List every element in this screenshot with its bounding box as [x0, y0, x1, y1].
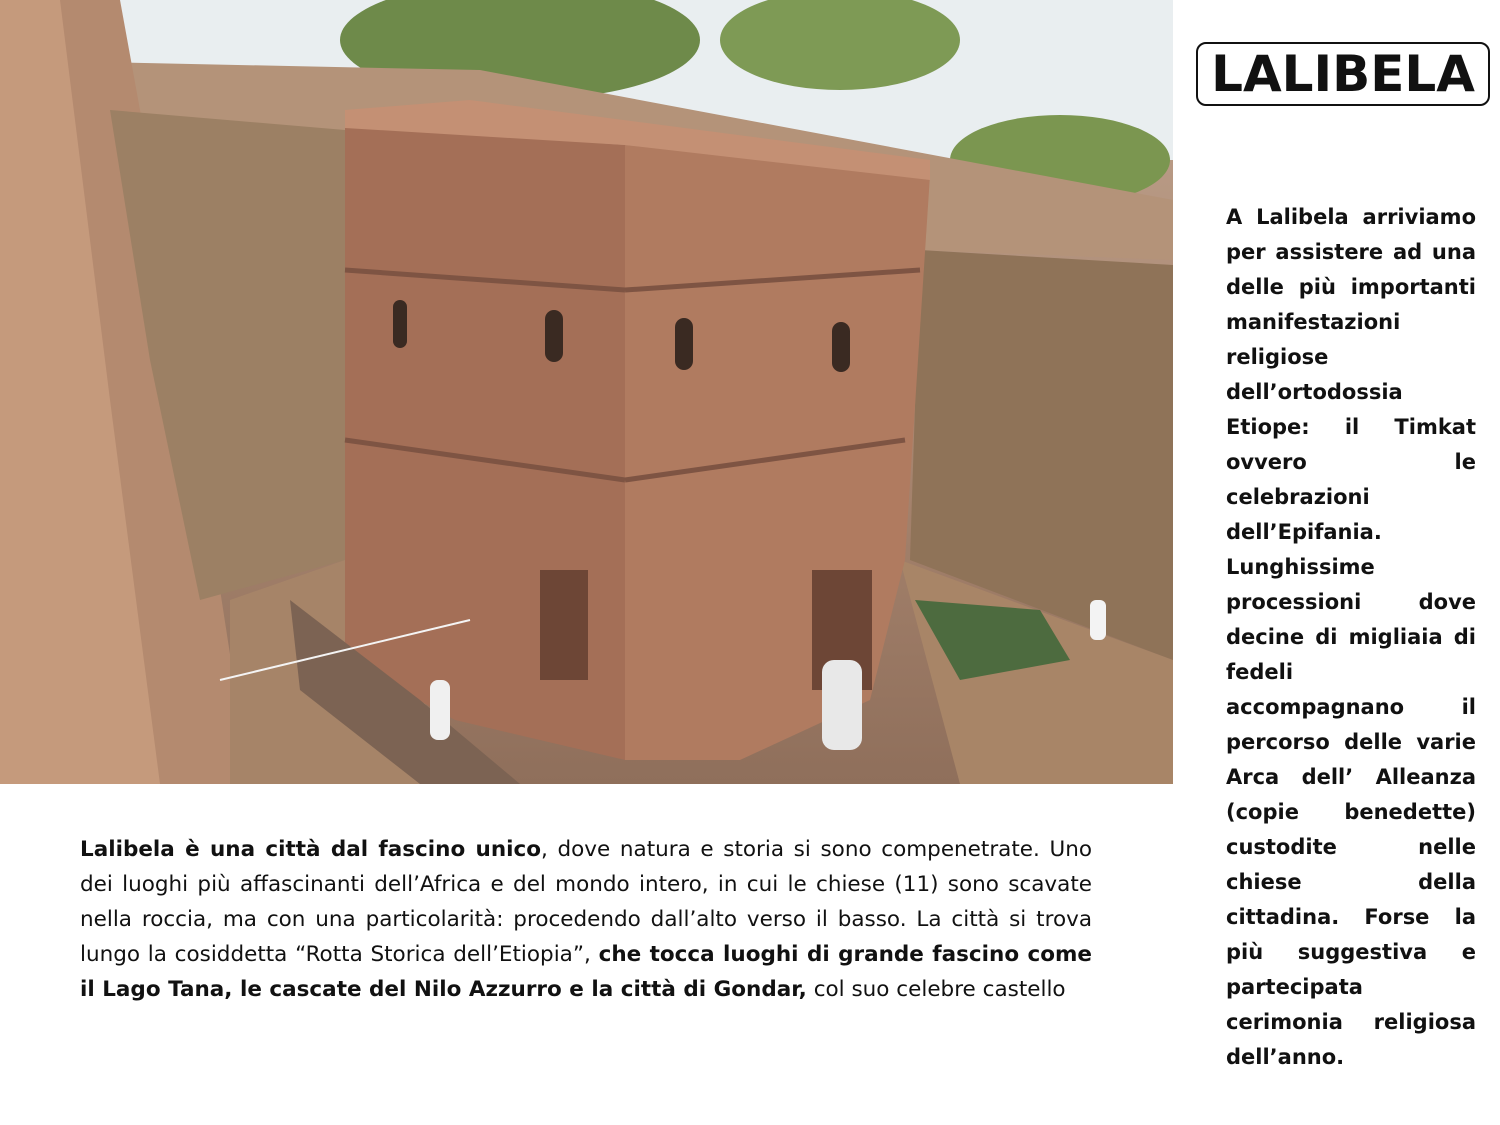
side-line: (copie benedette) — [1226, 800, 1476, 824]
side-line: A Lalibela arriviamo — [1226, 205, 1476, 229]
side-line: religiose — [1226, 345, 1329, 369]
side-line: dell’ortodossia — [1226, 380, 1403, 404]
side-line: Arca dell’ Alleanza — [1226, 765, 1476, 789]
side-line: cittadina. Forse la — [1226, 905, 1476, 929]
side-line: ovvero le — [1226, 450, 1476, 474]
body-text-1: , dove natura e storia si sono compenetrate. Uno dei luoghi più affascinanti dell’Africa e del mondo intero, in cui le chiese (11) sono scavate nella roccia, ma con una particolarità: procedendo dall’alto verso il basso. La città si trova lungo la cosiddetta “Rotta Storica dell’Etiopia”, — [80, 837, 1092, 967]
body-text-2: col suo celebre castello — [806, 977, 1066, 1002]
side-line: partecipata — [1226, 975, 1363, 999]
title-box — [1196, 42, 1490, 106]
body-bold-mid: che tocca luoghi di grande fascino come il Lago Tana, le cascate del Nilo Azzurro e la città di Gondar, — [80, 942, 1092, 1002]
side-line: chiese della — [1226, 870, 1476, 894]
side-line: per assistere ad una — [1226, 240, 1476, 264]
side-line: processioni dove — [1226, 590, 1476, 614]
side-line: custodite nelle — [1226, 835, 1476, 859]
side-line: fedeli — [1226, 660, 1294, 684]
side-line: accompagnano il — [1226, 695, 1476, 719]
side-line: cerimonia religiosa — [1226, 1010, 1476, 1034]
side-line: decine di migliaia di — [1226, 625, 1476, 649]
side-line: più suggestiva e — [1226, 940, 1476, 964]
body-bold-intro: Lalibela è una città dal fascino unico — [80, 837, 542, 862]
side-line: percorso delle varie — [1226, 730, 1476, 754]
side-paragraph — [1226, 200, 1476, 1075]
side-line: delle più importanti — [1226, 275, 1476, 299]
side-line: dell’Epifania. — [1226, 520, 1382, 544]
side-line: dell’anno. — [1226, 1045, 1345, 1069]
side-line: celebrazioni — [1226, 485, 1370, 509]
side-line: manifestazioni — [1226, 310, 1401, 334]
page-title: LALIBELA — [1211, 45, 1475, 103]
side-line: Lunghissime — [1226, 555, 1375, 579]
side-line: Etiope: il Timkat — [1226, 415, 1476, 439]
body-paragraph — [80, 832, 1092, 1007]
